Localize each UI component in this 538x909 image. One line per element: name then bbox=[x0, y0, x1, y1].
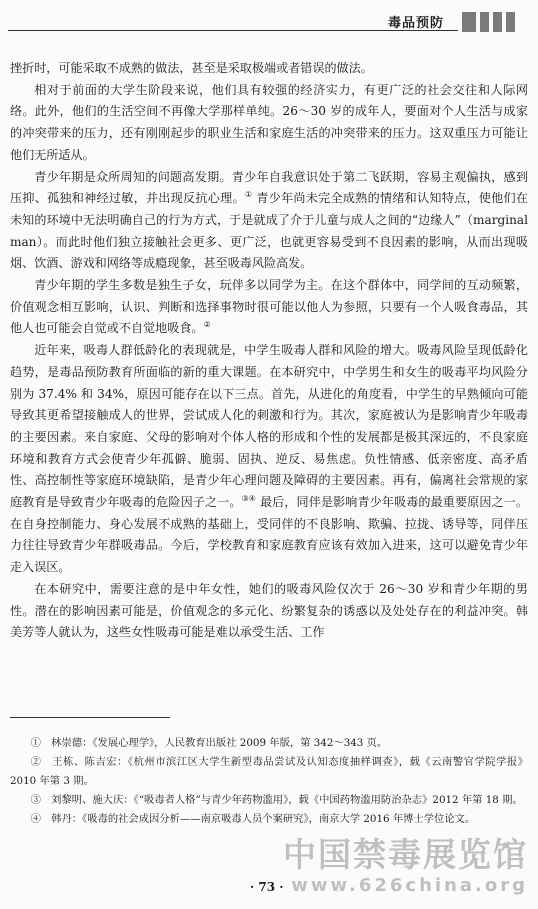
page-number: · 73 · bbox=[250, 880, 284, 894]
header-bar bbox=[506, 12, 515, 32]
running-header bbox=[0, 0, 538, 50]
watermark-name: 中国禁毒展览馆 bbox=[283, 835, 528, 874]
footnote-ref[interactable]: ② bbox=[203, 320, 211, 330]
body-text bbox=[10, 58, 528, 644]
header-decoration bbox=[462, 12, 515, 32]
section-title: 毒品预防 bbox=[388, 16, 445, 31]
footnote: ③ 刘黎明、施大庆：《“吸毒者人格”与青少年药物滥用》，载《中国药物滥用防治杂志》2012 年第 18 期。 bbox=[30, 794, 523, 806]
paragraph-text: 青少年尚未完全成熟的情绪和认知特点，使他们在未知的环境中无法明确自己的行为方式，于是就成了介于儿童与成人之间的“边缘人”（marginal man）。而此时他们独立接触社会更多、更广泛，也就更容易受到不良因素的影响，从而出现吸烟、饮酒、游戏和网络等成瘾现象，甚至吸毒风险高发。 bbox=[10, 191, 528, 271]
paragraph-text: 青少年期是众所周知的问题高发期。青少年自我意识处于第二飞跃期，容易主观偏执，感到压抑、孤独和神经过敏，并出现反抗心理。 bbox=[10, 169, 528, 206]
footnote-rule bbox=[10, 717, 170, 718]
footnote: ④ 韩丹：《吸毒的社会成因分析——南京吸毒人员个案研究》，南京大学 2016 年博士学位论文。 bbox=[30, 813, 476, 825]
paragraph: 挫折时，可能采取不成熟的做法，甚至是采取极端或者错误的做法。 bbox=[10, 61, 373, 75]
footnote: ② 王栋、陈吉宏：《杭州市滨江区大学生新型毒品尝试及认知态度抽样调查》，载《云南警官学院学报》2010 年第 3 期。 bbox=[10, 756, 528, 787]
paragraph bbox=[10, 167, 528, 276]
paragraph: 相对于前面的大学生阶段来说，他们具有较强的经济实力，有更广泛的社会交往和人际网络。此外，他们的生活空间不再像大学那样单纯。26～30 岁的成年人，要面对个人生活与成家的冲突带来的压力，还有刚刚起步的职业生活和家庭生活的冲突带来的压力。这双重压力可能让他们无所适从。 bbox=[10, 82, 528, 162]
watermark bbox=[258, 836, 528, 898]
paragraph: 在本研究中，需要注意的是中年女性，她们的吸毒风险仅次于 26～30 岁和青少年期的男性。潜在的影响因素可能是，价值观念的多元化、纷繁复杂的诱惑以及处处存在的利益冲突。韩美芳等人就认为，这些女性吸毒可能是难以承受生活、工作 bbox=[10, 581, 528, 640]
paragraph bbox=[10, 340, 528, 579]
paragraph-text: 青少年期的学生多数是独生子女，玩伴多以同学为主。在这个群体中，同学间的互动频繁，价值观念相互影响，认识、判断和选择事物时很可能以他人为参照，只要有一个人吸食毒品，其他人也可能会自觉或不自觉地吸食。 bbox=[10, 278, 528, 336]
header-bar bbox=[462, 12, 476, 32]
paragraph-text: 近年来，吸毒人群低龄化的表现就是，中学生吸毒人群和风险的增大。吸毒风险呈现低龄化趋势，是毒品预防教育所面临的新的重大课题。在本研究中，中学男生和女生的吸毒平均风险分别为 37.4% 和 34%，原因可能存在以下三点。首先，从进化的角度看，中学生的早熟倾向可能导致其更希望接触成人的世界，尝试成人化的刺激和行为。其次，家庭被认为是影响青少年吸毒的主要因素。来自家庭、父母的影响对个体人格的形成和个性的发展都是极其深远的，不良家庭环境和教育方式会使青少年孤僻、脆弱、固执、逆反、易焦虑。负性情感、低亲密度、高矛盾性、高控制性等家庭环境缺陷，是青少年心理问题及障碍的主要因素。再有，偏离社会常规的家庭教育是导致青少年吸毒的危险因子之一。 bbox=[10, 343, 528, 510]
footnote-ref[interactable]: ③④ bbox=[241, 494, 257, 504]
header-bar bbox=[493, 12, 502, 32]
footnotes bbox=[10, 734, 528, 829]
paragraph-text: 最后，同伴是影响青少年吸毒的最重要原因之一。在自身控制能力、身心发展不成熟的基础上，受同伴的不良影响、欺骗、拉拢、诱导等，同伴压力往往导致青少年群吸毒品。今后，学校教育和家庭教育应该有效加入进来，这可以避免青少年走入误区。 bbox=[10, 495, 528, 575]
watermark-url: www.626china.org bbox=[291, 875, 528, 896]
paragraph bbox=[10, 275, 528, 340]
footnote: ① 林崇德：《发展心理学》，人民教育出版社 2009 年版，第 342～343 页。 bbox=[30, 737, 388, 749]
header-bar bbox=[480, 12, 489, 32]
footnote-ref[interactable]: ① bbox=[244, 190, 253, 200]
